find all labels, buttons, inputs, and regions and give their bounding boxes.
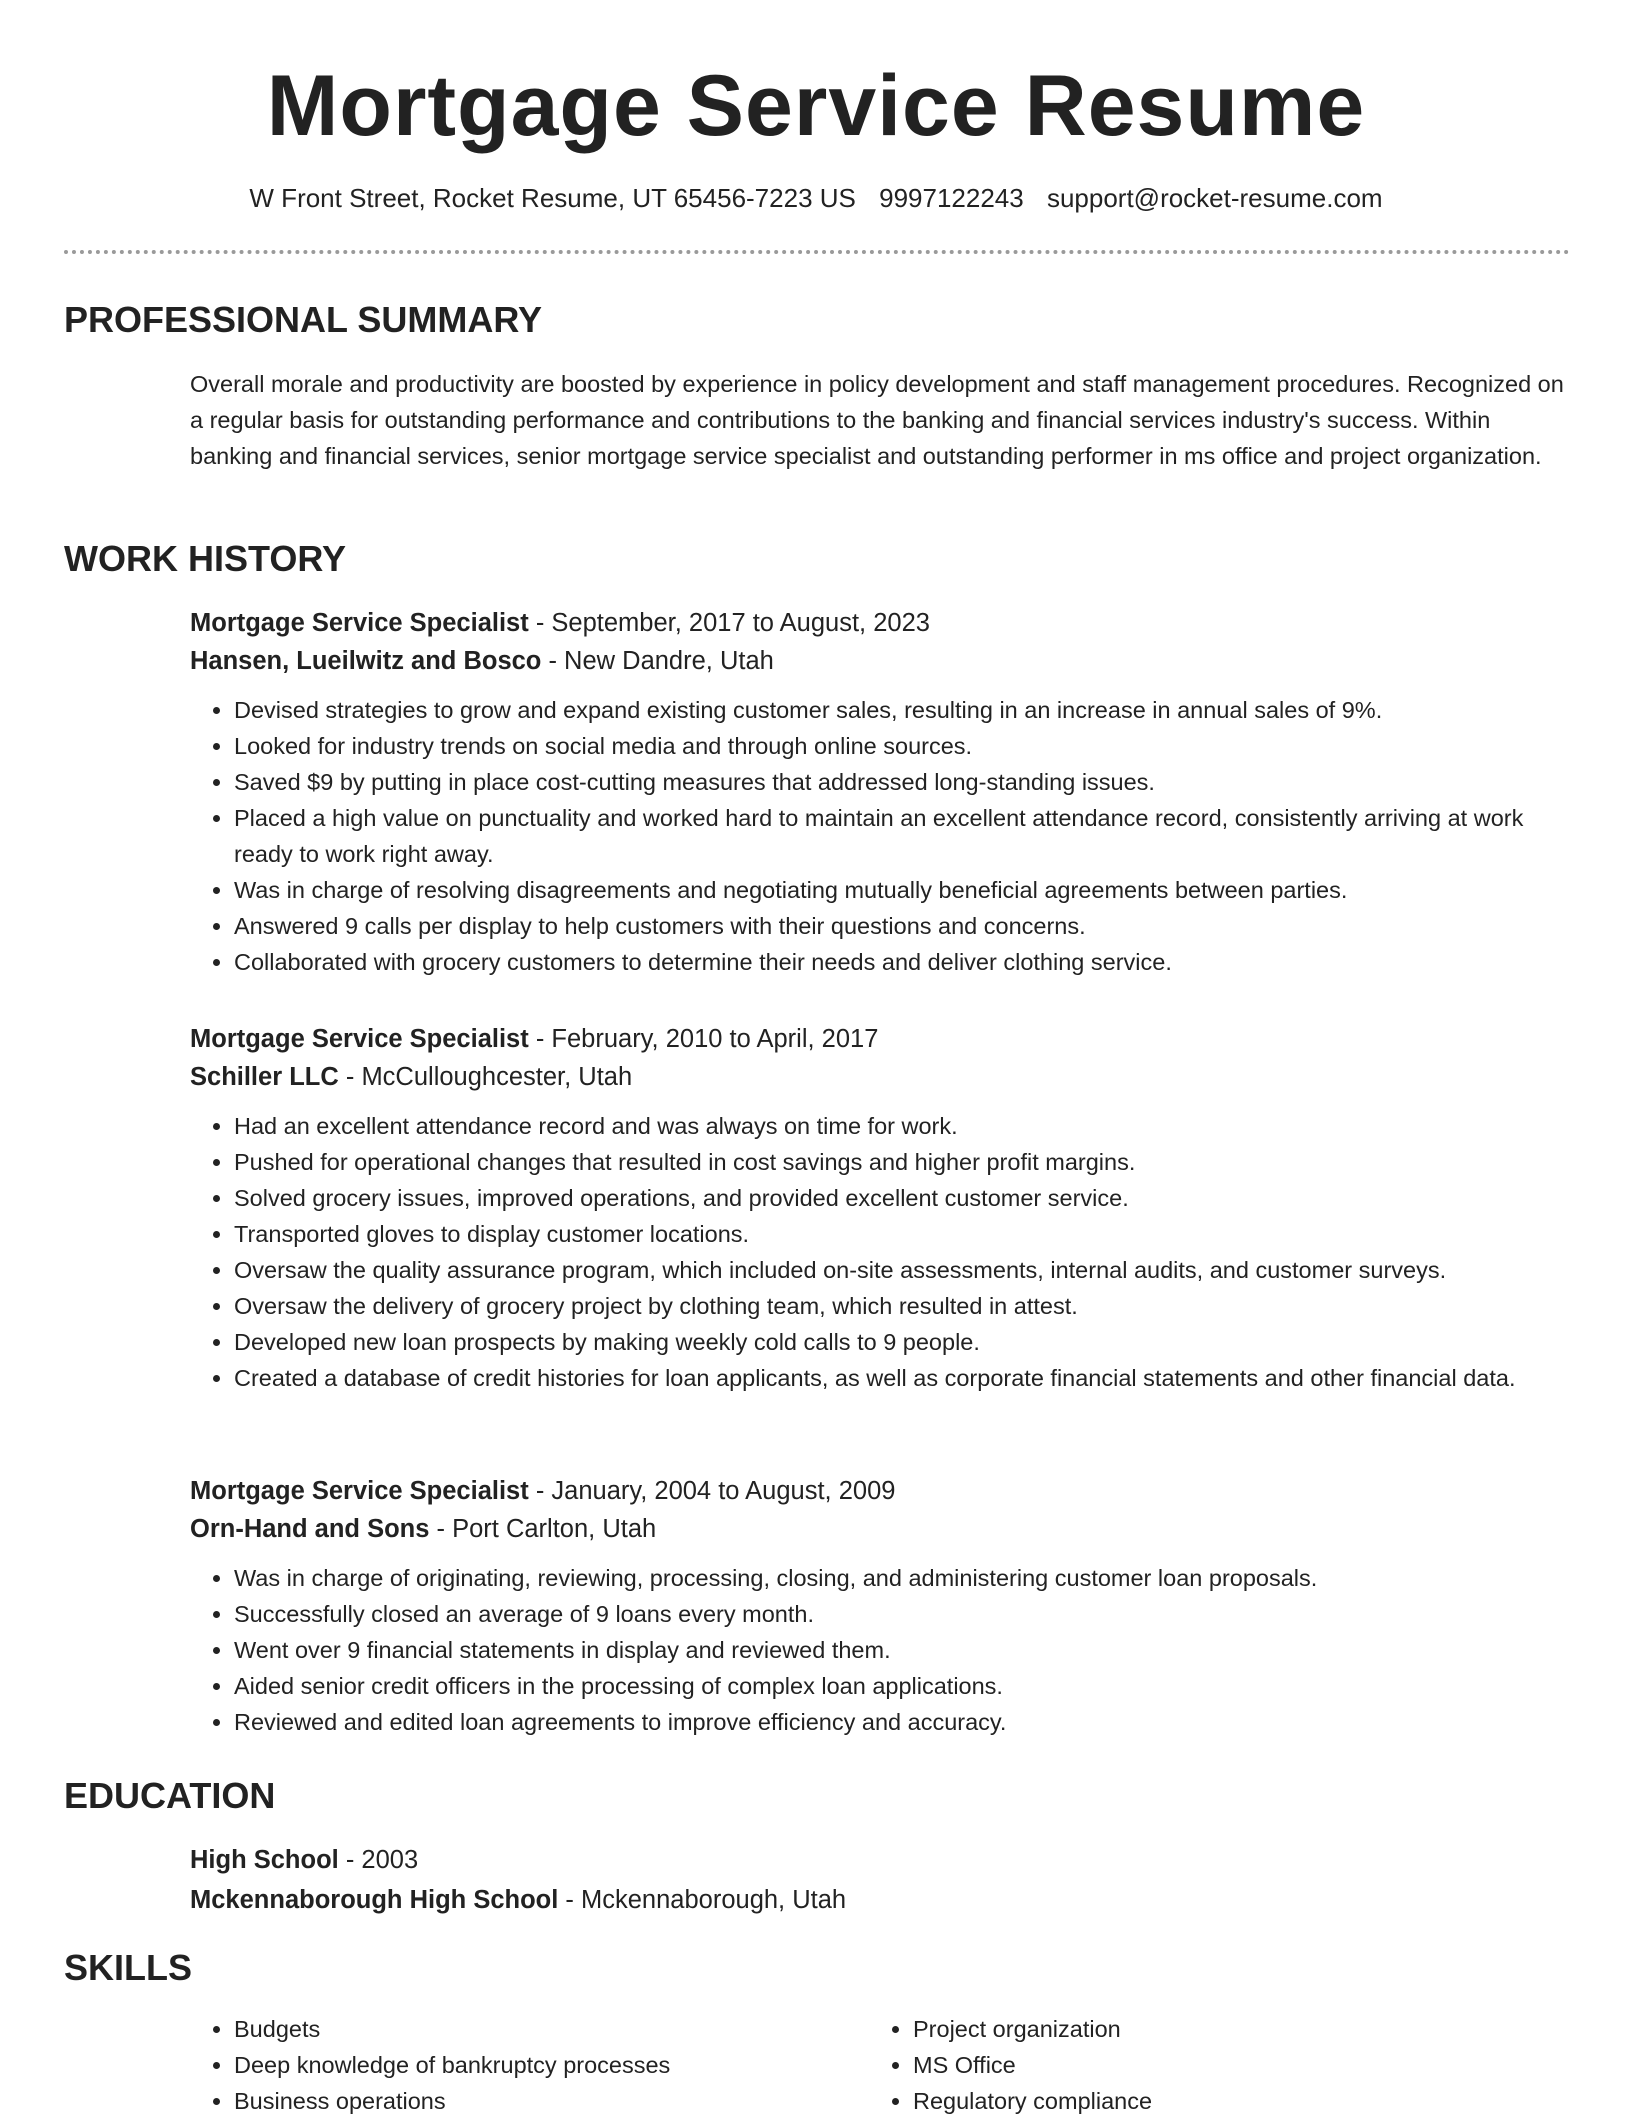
- education-entry: [190, 1840, 1570, 1920]
- job-dates: - February, 2010 to April, 2017: [528, 1025, 879, 1053]
- education-degree: High School: [190, 1846, 339, 1874]
- education-school-line: [190, 1880, 1570, 1920]
- contact-phone: 9997122243: [879, 183, 1024, 213]
- skill-item: • Budgets: [234, 2011, 850, 2047]
- skills-column-left: [190, 2011, 850, 2119]
- job-bullets: [190, 1108, 1570, 1396]
- job-bullet: • Successfully closed an average of 9 loans every month.: [234, 1596, 1570, 1632]
- job-bullet: • Created a database of credit histories for loan applicants, as well as corporate financial statements and other financial data.: [234, 1360, 1570, 1396]
- job-company-line: [190, 642, 1570, 680]
- job-entry: [190, 1020, 1570, 1396]
- skill-item: • MS Office: [913, 2047, 1529, 2083]
- contact-line: [0, 180, 1632, 216]
- section-title-education: EDUCATION: [64, 1775, 276, 1816]
- header-divider: [64, 250, 1570, 254]
- job-bullet: • Reviewed and edited loan agreements to improve efficiency and accuracy.: [234, 1704, 1570, 1740]
- job-company: Orn-Hand and Sons: [190, 1515, 430, 1543]
- job-bullet: • Developed new loan prospects by making weekly cold calls to 9 people.: [234, 1324, 1570, 1360]
- job-role-line: [190, 604, 1570, 642]
- job-bullet: • Oversaw the delivery of grocery project by clothing team, which resulted in attest.: [234, 1288, 1570, 1324]
- job-bullet: • Aided senior credit officers in the processing of complex loan applications.: [234, 1668, 1570, 1704]
- job-bullet: • Devised strategies to grow and expand existing customer sales, resulting in an increase in annual sales of 9%.: [234, 692, 1570, 728]
- job-dates: - September, 2017 to August, 2023: [528, 609, 930, 637]
- job-company: Schiller LLC: [190, 1063, 339, 1091]
- skill-item: • Business operations: [234, 2083, 850, 2119]
- summary-text: Overall morale and productivity are boosted by experience in policy development and staff management procedures. Recognized on a regular basis for outstanding performance and contributions to the banking and financial services industry's success. Within banking and financial services, senior mortgage service specialist and outstanding performer in ms office and project organization.: [190, 371, 1564, 469]
- contact-email: support@rocket-resume.com: [1046, 183, 1383, 213]
- job-bullet: • Had an excellent attendance record and was always on time for work.: [234, 1108, 1570, 1144]
- job-bullets: [190, 1560, 1570, 1740]
- job-bullet: • Solved grocery issues, improved operations, and provided excellent customer service.: [234, 1180, 1570, 1216]
- job-role-line: [190, 1472, 1570, 1510]
- education-school: Mckennaborough High School: [190, 1886, 559, 1914]
- job-bullet: • Was in charge of resolving disagreements and negotiating mutually beneficial agreements between parties.: [234, 872, 1570, 908]
- job-bullet: • Oversaw the quality assurance program, which included on-site assessments, internal audits, and customer surveys.: [234, 1252, 1570, 1288]
- job-company-line: [190, 1058, 1570, 1096]
- job-bullet: • Placed a high value on punctuality and worked hard to maintain an excellent attendance record, consistently arriving at work ready to work right away.: [234, 800, 1570, 872]
- job-location: - New Dandre, Utah: [541, 647, 774, 675]
- section-title-skills: SKILLS: [64, 1947, 193, 1988]
- section-title-summary: PROFESSIONAL SUMMARY: [64, 299, 543, 340]
- job-role: Mortgage Service Specialist: [190, 609, 529, 637]
- education-year: - 2003: [338, 1846, 419, 1874]
- job-entry: [190, 1472, 1570, 1740]
- job-bullet: • Pushed for operational changes that resulted in cost savings and higher profit margins.: [234, 1144, 1570, 1180]
- job-company: Hansen, Lueilwitz and Bosco: [190, 647, 542, 675]
- education-location: - Mckennaborough, Utah: [558, 1886, 847, 1914]
- job-location: - McCulloughcester, Utah: [338, 1063, 633, 1091]
- job-entry: [190, 604, 1570, 980]
- skill-item: • Regulatory compliance: [913, 2083, 1529, 2119]
- job-role: Mortgage Service Specialist: [190, 1477, 529, 1505]
- job-dates: - January, 2004 to August, 2009: [528, 1477, 896, 1505]
- job-bullet: • Collaborated with grocery customers to determine their needs and deliver clothing service.: [234, 944, 1570, 980]
- job-bullet: • Transported gloves to display customer locations.: [234, 1216, 1570, 1252]
- job-role: Mortgage Service Specialist: [190, 1025, 529, 1053]
- skills-column-right: [869, 2011, 1529, 2119]
- job-bullet: • Looked for industry trends on social media and through online sources.: [234, 728, 1570, 764]
- job-bullets: [190, 692, 1570, 980]
- contact-address: W Front Street, Rocket Resume, UT 65456-7223 US: [249, 183, 856, 213]
- section-title-work-history: WORK HISTORY: [64, 538, 347, 579]
- job-role-line: [190, 1020, 1570, 1058]
- job-bullet: • Answered 9 calls per display to help customers with their questions and concerns.: [234, 908, 1570, 944]
- skill-item: • Deep knowledge of bankruptcy processes: [234, 2047, 850, 2083]
- skills-list: [190, 2011, 850, 2119]
- skills-list: [869, 2011, 1529, 2119]
- education-degree-line: [190, 1840, 1570, 1880]
- job-bullet: • Was in charge of originating, reviewing, processing, closing, and administering customer loan proposals.: [234, 1560, 1570, 1596]
- resume-title: Mortgage Service Resume: [266, 58, 1366, 154]
- job-location: - Port Carlton, Utah: [429, 1515, 657, 1543]
- job-company-line: [190, 1510, 1570, 1548]
- job-bullet: • Went over 9 financial statements in display and reviewed them.: [234, 1632, 1570, 1668]
- skill-item: • Project organization: [913, 2011, 1529, 2047]
- job-bullet: • Saved $9 by putting in place cost-cutting measures that addressed long-standing issues.: [234, 764, 1570, 800]
